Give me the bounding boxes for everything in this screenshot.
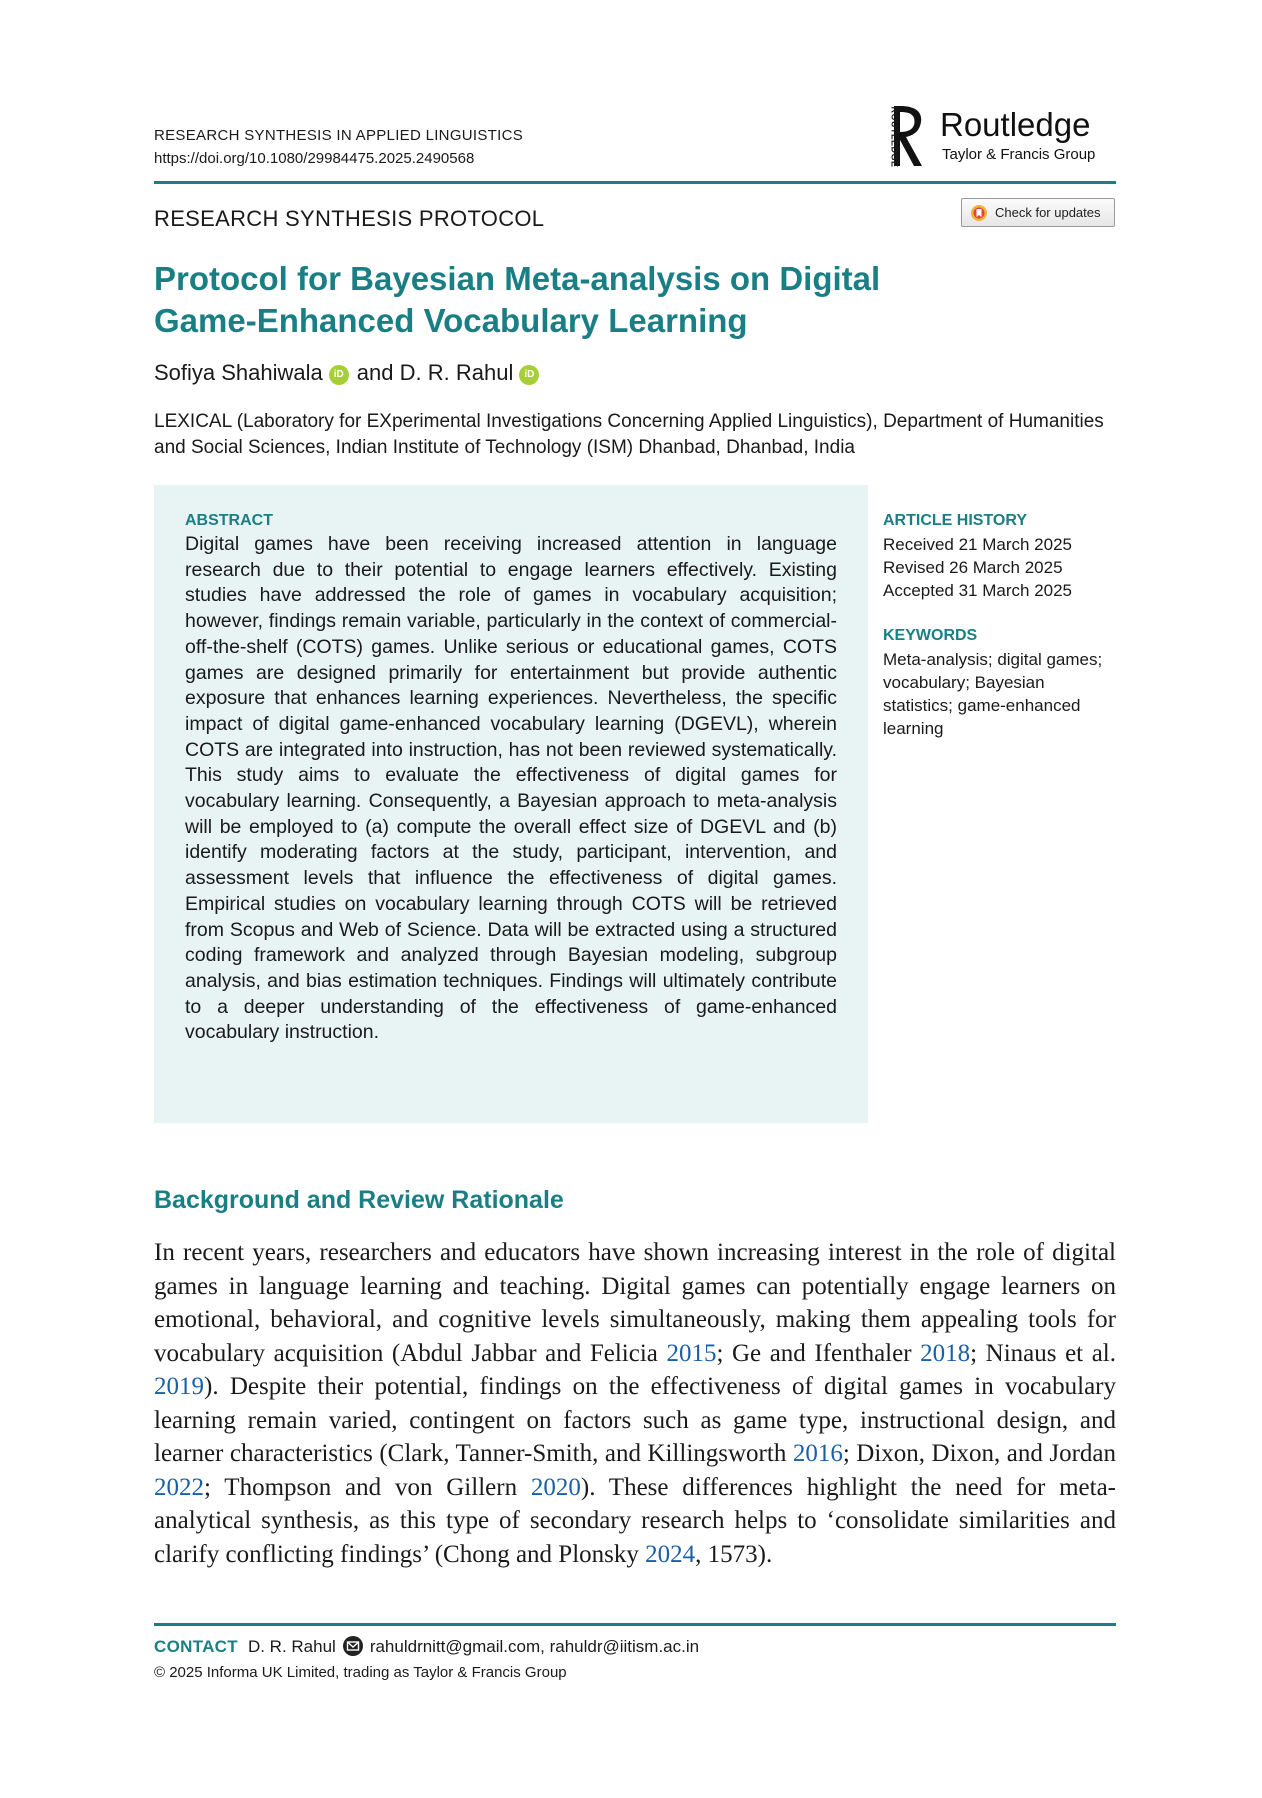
abstract-text: Digital games have been receiving increased attention in language research due to their potential to engage learners effectively. Existing studies have addressed the role of games in vocabulary acquisition; however, findings remain variable, particularly in the context of commercial-off-the-shelf (COTS) games. Unlike serious or educational games, COTS games are designed primarily for entertainment but provide authentic exposure that enhances learning experiences. Nevertheless, the specific impact of digital game-enhanced vocabulary learning (DGEVL), wherein COTS are integrated into instruction, has not been reviewed systematically. This study aims to evaluate the effectiveness of digital games for vocabulary learning. Consequently, a Bayesian approach to meta-analysis will be employed to (a) compute the overall effect size of DGEVL and (b) identify moderating factors at the study, participant, intervention, and assessment levels that influence the effectiveness of digital games. Empirical studies on vocabulary learning through COTS will be retrieved from Scopus and Web of Science. Data will be extracted using a structured coding framework and analyzed through Bayesian modeling, subgroup analysis, and bias estimation techniques. Findings will ultimately contribute to a deeper understanding of the effectiveness of game-enhanced vocabulary instruction. (185, 533, 837, 1044)
received-date: Received 21 March 2025 (883, 535, 1073, 554)
author-name[interactable]: Sofiya Shahiwala (154, 360, 323, 385)
article-title: Protocol for Bayesian Meta-analysis on Digital Game-Enhanced Vocabulary Learning (154, 260, 881, 339)
author-conjunction: and (356, 360, 394, 385)
keywords-heading: KEYWORDS (883, 627, 978, 644)
article-history-heading: ARTICLE HISTORY (883, 512, 1028, 529)
contact-emails[interactable]: rahuldrnitt@gmail.com, rahuldr@iitism.ac.in (369, 1637, 700, 1656)
keywords-list: Meta-analysis; digital games; vocabulary; Bayesian statistics; game-enhanced learning (883, 650, 1103, 738)
paragraph-text: ). Despite their potential, findings on the effectiveness of digital games in vocabulary learning remain varied, contingent on factors such as game type, instructional design, and learner characteristics (Clark, Tanner-Smith, and Killingsworth (154, 1373, 1116, 1467)
logo-vertical-text: ROUTLEDGE (889, 106, 900, 168)
copyright-notice: © 2025 Informa UK Limited, trading as Taylor & Francis Group (154, 1664, 567, 1681)
contact-label: CONTACT (154, 1637, 238, 1656)
citation-link[interactable]: 2024 (645, 1540, 696, 1568)
contact-name: D. R. Rahul (247, 1637, 336, 1656)
email-icon[interactable] (342, 1635, 364, 1657)
citation-link[interactable]: 2019 (154, 1373, 204, 1400)
paragraph-text: ; Dixon, Dixon, and Jordan (842, 1440, 1116, 1467)
revised-date: Revised 26 March 2025 (883, 558, 1063, 577)
header-rule (154, 181, 1116, 184)
section-type: RESEARCH SYNTHESIS PROTOCOL (154, 206, 545, 231)
journal-name: RESEARCH SYNTHESIS IN APPLIED LINGUISTICS (154, 127, 524, 144)
paragraph-text: In recent years, researchers and educators have shown increasing interest in the role of digital games in language learning and teaching. Digital games can potentially engage learners on emotional, behavioral, and cognitive levels simultaneously, making them appealing tools for vocabulary acquisition (Abdul Jabbar and Felicia (154, 1239, 1116, 1367)
publisher-group: Taylor & Francis Group (942, 146, 1096, 163)
section-heading: Background and Review Rationale (154, 1186, 564, 1214)
routledge-logo[interactable] (890, 104, 1116, 170)
body-paragraph (154, 1236, 1116, 1571)
author-line (154, 360, 547, 386)
check-updates-icon (970, 204, 988, 222)
accepted-date: Accepted 31 March 2025 (883, 581, 1073, 600)
paragraph-text: ; Ge and Ifenthaler (716, 1339, 921, 1367)
check-updates-label: Check for updates (995, 205, 1101, 220)
author-name[interactable]: D. R. Rahul (399, 360, 514, 385)
doi-link[interactable]: https://doi.org/10.1080/29984475.2025.2490568 (154, 150, 475, 167)
affiliation: LEXICAL (Laboratory for EXperimental Investigations Concerning Applied Linguistics), Department of Humanities and Social Sciences, Indian Institute of Technology (ISM) Dhanbad, Dhanbad, India (154, 411, 1104, 458)
paragraph-text: ; Ninaus et al. (970, 1339, 1116, 1367)
citation-link[interactable]: 2018 (920, 1339, 971, 1367)
citation-link[interactable]: 2015 (666, 1339, 717, 1367)
citation-link[interactable]: 2020 (530, 1473, 581, 1501)
paragraph-text: ). These differences highlight the need for meta-analytical synthesis, as this type of secondary research helps to ‘consolidate similarities and clarify conflicting findings’ (Chong and Plonsky (154, 1473, 1116, 1568)
article-history (883, 533, 1072, 602)
orcid-icon[interactable]: iD (329, 365, 349, 385)
publisher-name: Routledge (940, 106, 1091, 143)
citation-link[interactable]: 2022 (154, 1473, 204, 1501)
check-updates-button[interactable] (961, 198, 1115, 227)
paragraph-text: ; Thompson and von Gillern (204, 1473, 531, 1501)
abstract-heading: ABSTRACT (185, 512, 273, 529)
contact-line (154, 1635, 699, 1657)
paragraph-text: , 1573). (695, 1540, 773, 1568)
citation-link[interactable]: 2016 (792, 1440, 843, 1467)
footer-rule (154, 1623, 1116, 1626)
orcid-icon[interactable]: iD (519, 365, 539, 385)
